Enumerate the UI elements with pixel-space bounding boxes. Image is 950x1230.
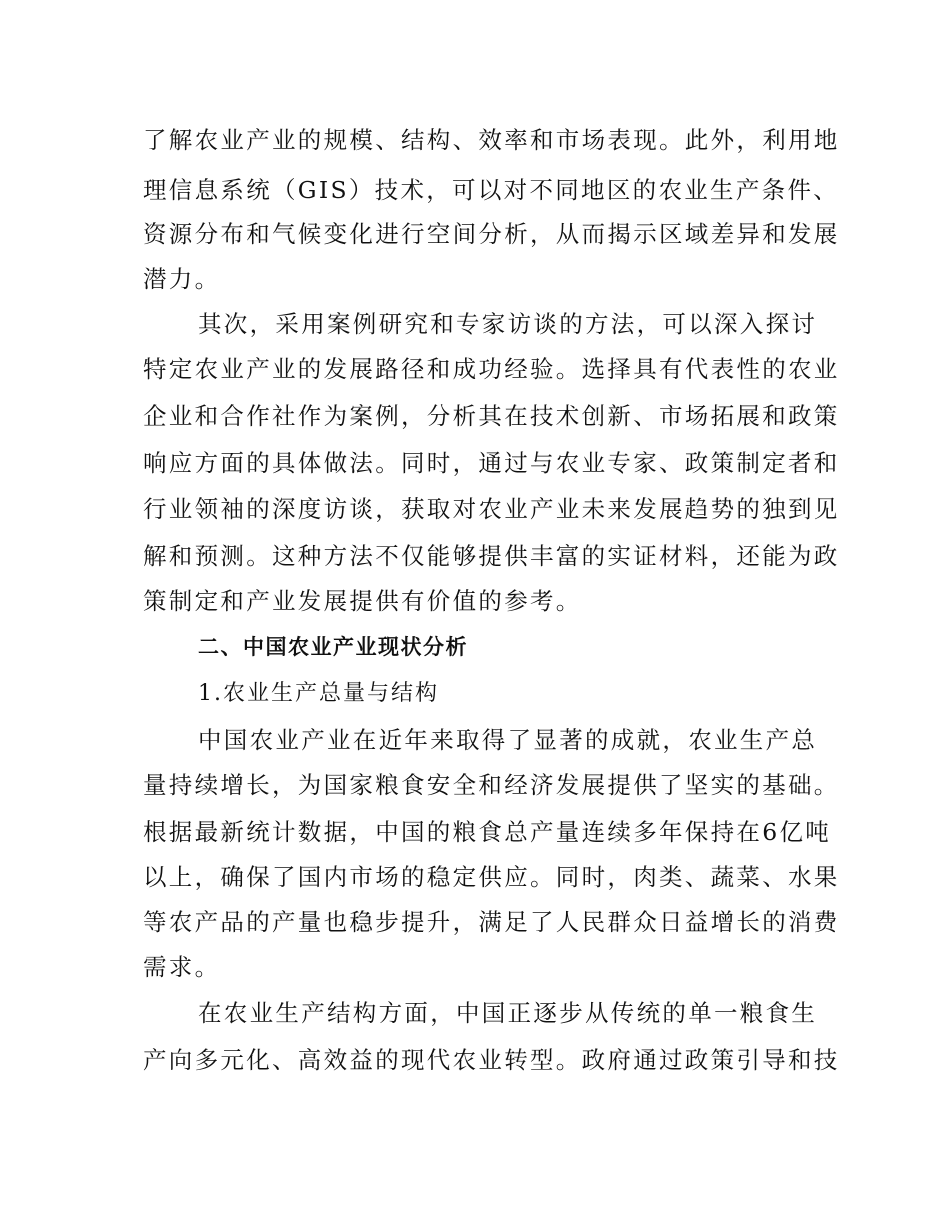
paragraph-1-line-2: 理信息系统（GIS）技术，可以对不同地区的农业生产条件、 [143, 176, 840, 204]
paragraph-3-line-5: 等农产品的产量也稳步提升，满足了人民群众日益增长的消费 [143, 908, 840, 936]
paragraph-3-line-4: 以上，确保了国内市场的稳定供应。同时，肉类、蔬菜、水果 [143, 863, 840, 891]
paragraph-2-line-7: 策制定和产业发展提供有价值的参考。 [143, 587, 582, 615]
paragraph-1-line-4: 潜力。 [143, 265, 221, 293]
paragraph-2-line-4: 响应方面的具体做法。同时，通过与农业专家、政策制定者和 [143, 449, 840, 477]
paragraph-4-line-2: 产向多元化、高效益的现代农业转型。政府通过政策引导和技 [143, 1046, 840, 1074]
paragraph-3-line-1: 中国农业产业在近年来取得了显著的成就，农业生产总 [198, 726, 818, 754]
section-heading: 二、中国农业产业现状分析 [198, 635, 468, 659]
paragraph-3-line-3: 根据最新统计数据，中国的粮食总产量连续多年保持在6亿吨 [143, 818, 832, 846]
subsection-heading: 1.农业生产总量与结构 [198, 681, 439, 706]
paragraph-3-line-2: 量持续增长，为国家粮食安全和经济发展提供了坚实的基础。 [143, 771, 840, 799]
paragraph-2-line-5: 行业领袖的深度访谈，获取对农业产业未来发展趋势的独到见 [143, 495, 840, 523]
paragraph-1-line-1: 了解农业产业的规模、结构、效率和市场表现。此外，利用地 [143, 126, 840, 154]
paragraph-2-line-3: 企业和合作社作为案例，分析其在技术创新、市场拓展和政策 [143, 402, 840, 430]
paragraph-2-line-6: 解和预测。这种方法不仅能够提供丰富的实证材料，还能为政 [143, 542, 840, 570]
paragraph-1-line-3: 资源分布和气候变化进行空间分析，从而揭示区域差异和发展 [143, 220, 840, 248]
paragraph-4-line-1: 在农业生产结构方面，中国正逐步从传统的单一粮食生 [198, 999, 818, 1027]
paragraph-2-line-1: 其次，采用案例研究和专家访谈的方法，可以深入探讨 [198, 310, 818, 338]
paragraph-2-line-2: 特定农业产业的发展路径和成功经验。选择具有代表性的农业 [143, 355, 840, 383]
paragraph-3-line-6: 需求。 [143, 953, 221, 981]
